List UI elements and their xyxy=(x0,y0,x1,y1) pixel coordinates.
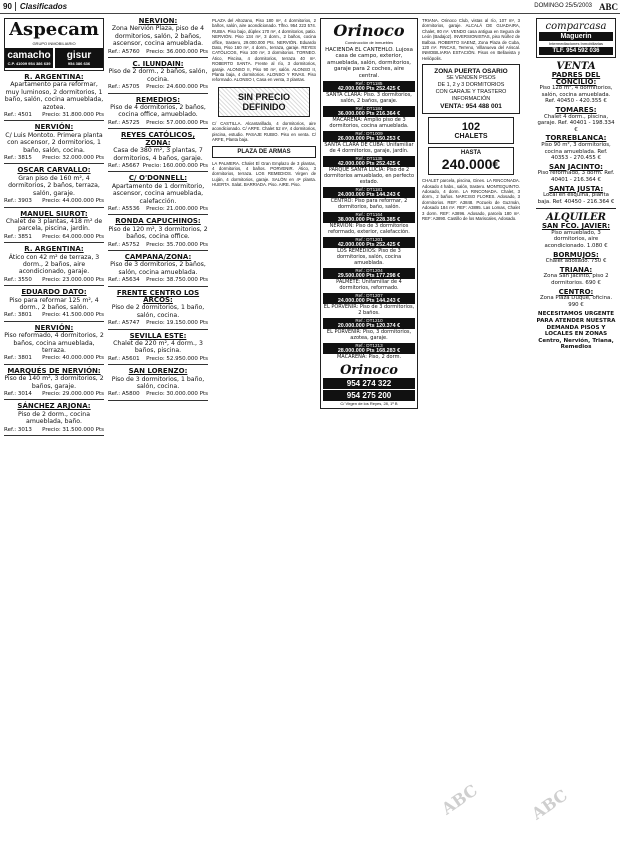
listing xyxy=(4,246,104,286)
chalets-box xyxy=(428,117,514,144)
listing xyxy=(108,97,208,130)
listing-ref-row xyxy=(4,391,104,400)
listing-title: FRENTE CENTRO LOS ARCOS: xyxy=(116,288,200,304)
brand-gisur: gisur xyxy=(66,50,92,61)
listing-title: OSCAR CARVALLO: xyxy=(17,166,91,175)
listing-title: CENTRO: xyxy=(558,287,594,296)
listing-price: Precio: 24.600.000 Pts xyxy=(146,84,208,91)
comparcasa-phone: TLF. 954 592 036 xyxy=(539,47,613,55)
listing-price: Precio: 19.150.000 Pts xyxy=(146,320,208,327)
listing-ref-row xyxy=(4,277,104,286)
listing-body: Piso para reformar 125 m², 4 dorm., 2 baños, salón. xyxy=(9,296,99,311)
listing-ref: Ref.: A5667 xyxy=(108,162,140,169)
listing-ref: Ref.: A5601 xyxy=(108,355,140,362)
aspecam-listings xyxy=(4,74,104,436)
issue-date: DOMINGO 25/5/2003 xyxy=(534,3,592,9)
watermark-2: ABC xyxy=(528,785,571,824)
listing-body: Piso 90 m², 3 dormitorios, cocina amueblada. Ref. 40353 - 270.455 € xyxy=(541,141,611,162)
heading-venta: VENTA xyxy=(556,61,596,72)
listing-body: Piso 128 m², 4 dormitorios, salón, cocina amueblada. Ref. 40450 - 420.355 € xyxy=(539,85,613,105)
hasta-box xyxy=(428,147,514,175)
listing-text: EL PORVENIR: Piso, 3 dormitorios, azotea, garaje. xyxy=(326,329,412,342)
listing xyxy=(4,325,104,365)
listing-ref-row xyxy=(4,427,104,436)
listing-price: Precio: 57.000.000 Pts xyxy=(146,119,208,126)
listing-title: SANTA JUSTA: xyxy=(548,184,604,193)
listing-body: Piso reformado, 4 dormitorios, 2 baños, cocina amueblada, terraza. xyxy=(4,332,104,354)
maguerin-sub: Intermediaciones Inmobiliarias xyxy=(548,41,604,46)
listing-price: Precio: 23.000.000 Pts xyxy=(42,276,104,283)
listing-ref: Ref.: 3801 xyxy=(4,355,32,362)
listing-text: MACARENA: Piso, 2 dorm. xyxy=(336,354,402,361)
listing-price: 26.000.000 Pts 150.253 € xyxy=(323,136,415,142)
listing-ref-row xyxy=(108,120,208,129)
plaza-armas-title: PLAZA DE ARMAS xyxy=(237,148,291,155)
listing-price: 24.000.000 Pts 144.243 € xyxy=(323,298,415,304)
orinoco-phone-b: 954 275 200 xyxy=(323,390,415,401)
listing xyxy=(108,18,208,58)
divider xyxy=(536,208,616,209)
listing-body: Chalet de 3 plantas, 418 m² de parcela, piscina, jardín. xyxy=(5,217,103,233)
listing-body: C/ Luis Montoto. Primera planta con ascensor, 2 dormitorios, 1 baño, salón, cocina. xyxy=(5,131,103,154)
listing-title: NERVIÓN: xyxy=(34,123,74,132)
listing-body: Piso de 3 dormitorios, 2 baños, salón, cocina amueblada. xyxy=(110,261,206,276)
hasta-price: 240.000€ xyxy=(441,156,501,173)
listing-ref: Ref.: DT1201 xyxy=(323,237,415,242)
listing-price: Precio: 52.950.000 Pts xyxy=(146,355,208,362)
plaza-armas-box xyxy=(212,146,316,158)
phone-camacho: C.P. 41009 954 386 639 xyxy=(7,61,51,66)
listing-ref: Ref.: 3801 xyxy=(4,312,32,319)
listing-text: NERVIÓN: Piso de 3 dormitorios reformado, exterior, calefacción. xyxy=(328,223,410,236)
listing-price: 38.000.000 Pts 228.385 € xyxy=(323,217,415,223)
listing-ref: Ref.: 3815 xyxy=(4,155,32,162)
osario-line: CON GARAJE Y TRASTERO xyxy=(435,89,507,96)
listing-price: Precio: 41.500.000 Pts xyxy=(42,312,104,319)
chalets-label: CHALETS xyxy=(454,133,488,141)
listing-price: Precio: 35.700.000 Pts xyxy=(146,241,208,248)
small-ads-bottom-2: CHALET parcela, piscina, Gines. LA RINCONADA. Adosado 4 habs., salón, trastero. MONTEQUINTO. Adosado, 4 dorm. LA RINCONADA. Chalet, 3 dorm., 2 baños. NARCISO FLORES. Adosado, 3 dormitorios. REF: A3848. Pozuelo de Guzmán, Adosado 184 m². REF: A3895. Las Lomas, Chalet 3 dorm. REF: A3896. Adosado, parcela 180 m². REF: A3890. Castillo de los Mariscales, Adosado. xyxy=(422,178,520,222)
listing-body: Chalet de 220 m², 4 dorm., 3 baños, piscina. xyxy=(113,340,203,355)
page-number: 90 xyxy=(0,2,16,11)
listing-price: Precio: 31.800.000 Pts xyxy=(42,112,104,119)
osario-line: INFORMACIÓN xyxy=(451,96,491,103)
listing-body: Gran piso de 160 m², 4 dormitorios, 2 baños, terraza, salón, garaje. xyxy=(8,174,100,197)
listing-text: EL PORVENIR: Piso de 3 dormitorios, 2 baños. xyxy=(323,304,415,317)
orinoco-footer-logo: Orinoco xyxy=(340,363,398,379)
heading-alquiler: ALQUILER xyxy=(546,212,606,224)
section-title: Clasificados xyxy=(19,2,68,11)
column-small-ads-2 xyxy=(422,18,520,222)
listing-title: C/ O'DONNELL: xyxy=(128,174,188,183)
listing-text: SANTA CLARA DE CUBA: Unifamiliar de 4 dormitorios, garaje, jardín. xyxy=(324,142,414,155)
listing-price: 20.000.000 Pts 120.374 € xyxy=(323,323,415,329)
listing-text: LOS REMEDIOS: Piso de 3 dormitorios, salón, cocina amueblada. xyxy=(336,248,402,267)
listing-price: Precio: 64.000.000 Pts xyxy=(42,233,104,240)
listing-price: 28.000.000 Pts 168.283 € xyxy=(323,348,415,354)
listing-ref: Ref.: DT1204 xyxy=(323,268,415,273)
listing-price: Precio: 29.000.000 Pts xyxy=(42,391,104,398)
orinoco-logo: Orinoco xyxy=(333,21,405,40)
listing-text: CENTRO: Piso para reformar, 2 dormitorios, baño, salón. xyxy=(330,198,408,211)
listing-title: C. ILUNDAIN: xyxy=(132,60,184,69)
orinoco-listings xyxy=(323,81,415,360)
listing-body: Local en esquina, planta baja. Ref. 40450 - 216.364 € xyxy=(537,192,615,205)
listing-ref-row xyxy=(108,49,208,58)
listing-text: PARQUE SANTA LUCÍA: Piso de 2 dormitorios amueblado, en perfecto estado. xyxy=(323,167,415,186)
listing-body: Piso de 3 dormitorios, 1 baño, salón, cocina. xyxy=(111,375,205,391)
listing-price: 42.000.000 Pts 252.425 € xyxy=(323,242,415,248)
listing-body: Piso reformado, 3 dorm. Ref. 40401 - 216.364 € xyxy=(537,170,615,183)
listing-body: Piso de 2 dormitorios, 1 baño, salón, cocina. xyxy=(111,304,205,319)
orinoco-ad xyxy=(320,18,418,409)
listing-ref-row xyxy=(108,242,208,251)
listing xyxy=(108,132,208,172)
listing-price: 42.000.000 Pts 252.425 € xyxy=(323,161,415,167)
listing-ref-row xyxy=(4,355,104,364)
aspecam-sub: GRUPO INMOBILIARIO xyxy=(32,41,76,46)
column-gisur-listings xyxy=(108,18,208,404)
listing-body: Chalet adosado. 750 € xyxy=(545,258,607,265)
listing xyxy=(108,290,208,330)
listing-ref: Ref.: DT1135 xyxy=(323,156,415,161)
listing-body: Zona Nervión Plaza, piso de 4 dormitorios, salón, 2 baños, ascensor, cocina amueblada. xyxy=(111,25,205,48)
listing-price: 42.000.000 Pts 252.425 € xyxy=(323,86,415,92)
listing-title: PADRES DEL CONCILIO: xyxy=(551,71,601,86)
listing-body: Casa de 380 m², 3 plantas, 7 dormitorios, 4 baños, garaje. xyxy=(113,147,203,162)
listing-body: Piso de 120 m², 3 dormitorios, 2 baños, cocina office. xyxy=(108,225,208,241)
listing-title: R. ARGENTINA: xyxy=(24,73,84,81)
column-comparcasa xyxy=(536,18,616,351)
orinoco-tagline: Construcción de inmuebles xyxy=(344,40,394,45)
listing-ref-row xyxy=(108,84,208,93)
listing-body: Apartamento de 1 dormitorio, ascensor, cocina amueblada, calefacción. xyxy=(111,182,205,205)
small-ads-mid: C/ CASTILLA. Alcantarillado, 4 dormitorios, aire acondicionado. C/ ARFE. Chalet 52 m², 4 dormitorios, piscina, estudio. PASAJE RUBIO. Piso en venta. C/ ARFE, Planta baja. xyxy=(212,120,316,143)
listing-price: 24.000.000 Pts 144.243 € xyxy=(323,192,415,198)
orinoco-intro: HACIENDA EL CANTEHLO. Lujosa casa de campo, exterior, amueblada, salón, dormitorios, garaje para 2 coches, aire central. xyxy=(325,47,413,79)
maguerin-logo: Maguerin xyxy=(539,32,613,41)
listing-ref: Ref.: DT1181 xyxy=(323,187,415,192)
listing-ref: Ref.: DT1213 xyxy=(323,343,415,348)
listing xyxy=(108,218,208,251)
listing-ref: Ref.: A5634 xyxy=(108,277,140,284)
listing xyxy=(108,175,208,215)
column-orinoco xyxy=(320,18,418,412)
listing-body: Zona Plaza Duque, oficina. 990 € xyxy=(539,295,613,308)
listing-price: 29.500.000 Pts 177.298 € xyxy=(323,273,415,279)
orinoco-address: C/ Virgen de los Reyes, 28, 1º B xyxy=(340,401,398,407)
sin-precio-box xyxy=(218,87,310,117)
listing-title: R. ARGENTINA: xyxy=(24,245,84,254)
newspaper-logo: ABC xyxy=(598,2,618,12)
listing-title: BORMUJOS: xyxy=(553,250,599,259)
listing-title: SAN LORENZO: xyxy=(128,367,188,376)
listing-ref: Ref.: DT1185 xyxy=(323,81,415,86)
page-header xyxy=(0,0,620,14)
listing-ref-row xyxy=(108,163,208,172)
column-small-ads-1 xyxy=(212,18,316,188)
listing-title: RONDA CAPUCHINOS: xyxy=(115,217,201,226)
listing-title: REYES CATÓLICOS, ZONA: xyxy=(120,131,196,147)
sin-precio-title: SIN PRECIO DEFINIDO xyxy=(237,91,290,112)
listing-ref: Ref.: A5705 xyxy=(108,84,140,91)
venta-listings xyxy=(536,72,616,205)
phone-gisur: 954 386 636 xyxy=(67,61,91,66)
listing-title: NERVIÓN: xyxy=(34,323,74,332)
listing-ref: Ref.: DT1184 xyxy=(323,106,415,111)
listing-title: EDUARDO DATO: xyxy=(21,288,87,297)
small-ads-bottom: LA PALMERA. Chalet El Gran Emplazo de 3 plantas, 4 dormitorios, 4 baños. PORVENIR. Ático, 3 dormitorios, terraza. LOS REMEDIOS. Virgen de Luján, 4 dormitorios, garaje. SALÓN en 4ª planta. HUERTA. Salat. BARRIADA. Piso. AIRE. Piso. xyxy=(212,160,316,188)
listing-body: Piso de 2 dorm., cocina amueblada, baño. xyxy=(18,410,90,426)
listing xyxy=(4,167,104,207)
listing-ref-row xyxy=(108,277,208,286)
listing-text: SANTA CLARA: Piso. 3 dormitorios, salón, 2 baños, garaje. xyxy=(326,92,412,105)
listing-title: SAN JACINTO: xyxy=(549,162,603,171)
listing-title: MANUEL SIUROT: xyxy=(20,209,88,218)
listing-price: Precio: 32.000.000 Pts xyxy=(42,155,104,162)
listing-body: Zona San Jacinto, piso 2 dormitorios. 690 € xyxy=(543,273,609,287)
listing-title: TRIANA: xyxy=(559,265,593,274)
listing-body: Piso de 140 m², 3 dormitorios, 2 baños, garaje. xyxy=(4,375,104,390)
listing xyxy=(4,403,104,436)
osario-line: ZONA PUERTA OSARIO xyxy=(434,68,508,76)
aspecam-logo: Aspecam xyxy=(9,19,99,40)
listing-ref: Ref.: DT1207 xyxy=(323,293,415,298)
listing-title: REMEDIOS: xyxy=(135,95,181,104)
listing-ref: Ref.: A5747 xyxy=(108,320,140,327)
listing-price: Precio: 21.000.000 Pts xyxy=(146,205,208,212)
listing-ref: Ref.: 3851 xyxy=(4,233,32,240)
listing-body: Chalet 4 dorm., piscina, garaje. Ref. 40401 - 198.334 € xyxy=(537,113,615,133)
hasta-label: HASTA xyxy=(460,150,482,157)
listing xyxy=(4,124,104,164)
listing-ref-row xyxy=(108,320,208,329)
necesitamos-note: NECESITAMOS URGENTE PARA ATENDER NUESTRA DEMANDA PISOS Y LOCALES EN ZONAS Centro, Nervión, Triana, Remedios xyxy=(536,311,616,351)
listing-ref: Ref.: DT1009 xyxy=(323,131,415,136)
listing-ref: Ref.: 4501 xyxy=(4,112,32,119)
listing xyxy=(108,368,208,401)
osario-line: VENTA: 954 488 001 xyxy=(440,103,502,111)
listing-ref: Ref.: 3013 xyxy=(4,426,32,433)
listing-title: TORREBLANCA: xyxy=(545,134,607,143)
listing-ref-row xyxy=(108,206,208,215)
listing-ref: Ref.: 3550 xyxy=(4,276,32,283)
listing-title: NERVIÓN: xyxy=(138,18,178,25)
listing-body: Piso de 4 dormitorios, 2 baños, cocina office, amueblado. xyxy=(110,104,206,119)
listing-body: Piso de 2 dorm., 2 baños, salón, cocina. xyxy=(108,68,208,83)
listing-ref: Ref.: A5760 xyxy=(108,48,140,55)
brand-camacho: camacho xyxy=(7,50,51,61)
listing-ref-row xyxy=(4,155,104,164)
listing-body: Piso amueblado, 3 dormitorios, aire acondicionado. 1.080 € xyxy=(544,229,608,250)
listing-price: Precio: 38.750.000 Pts xyxy=(146,277,208,284)
small-ads-top-2: TRIANA. Orinoco Club, vistas al río, 107 m², 3 dormitorios, garaje. ALCALÁ DE GUADAIRA, Chalet, 80 m². VENDO casa antigua en Segura de León (Badajoz). INVERSIONISTAS, piso Núñez de Balboa. ROBERTO SAENZ, Zona Plaza de Cuba, 120 m². FINCAS, Terreno, Villanueva del Ariscal. INMOBILIARIA ESTACIÓN. Pisos en Bellavista y Heliópolis. xyxy=(422,18,520,61)
listing-ref-row xyxy=(4,234,104,243)
watermark: ABC xyxy=(438,780,481,819)
listing-price: Precio: 31.500.000 Pts xyxy=(42,426,104,433)
listing-body: Apartamento para reformar, muy luminoso, 2 dormitorios, 1 baño, salón, cocina amueblada, azotea. xyxy=(4,81,104,111)
aspecam-header xyxy=(4,18,104,71)
listing xyxy=(4,211,104,244)
listing-ref: Ref.: A5725 xyxy=(108,119,140,126)
listing-title: MARQUÉS DE NERVIÓN: xyxy=(7,366,101,375)
small-ads-top: PLAZA del Altozano, Piso 180 m², 4 dormitorios, 2 baños, salón, aire acondicionado. Tlfno. 954 223 574. RUBIA. Piso bajo, dúplex 170 m², 4 dormitorios, patio. NERVIÓN. Piso 134 m², 3 dorm., 2 baños, cocina office, trastero, 29.000.000 Pts. NERVIÓN. Eduardo Dato, Piso 160 m², 4 dorm., terraza, garaje. REYES CATÓLICOS, Piso 100 m², 3 dormitorios. TORNEO. Ático, Piscina, 4 dormitorios, terraza 40 m². ROBERTO SANTA. Frente al río, 3 dormitorios, garaje. ALONSO II, Piso 90 m², salón. ALONSO II, Planta baja, 4 dormitorios. ALONSO Y RIVAS. Piso reformado. ALONSO I, Casa en venta, 3 plantas. xyxy=(212,18,316,83)
listing-ref: Ref.: A5536 xyxy=(108,205,140,212)
listing-title: TOMARES: xyxy=(555,105,597,114)
listing-title: SÁNCHEZ ARJONA: xyxy=(17,402,91,411)
osario-line: DE 1, 2 y 3 DORMITORIOS xyxy=(437,82,505,89)
osario-line: SE VENDEN PISOS xyxy=(446,75,496,82)
listing-price: Precio: 30.000.000 Pts xyxy=(146,391,208,398)
listing xyxy=(108,333,208,366)
listing-price: Precio: 44.000.000 Pts xyxy=(42,198,104,205)
listing-price: Precio: 36.000.000 Pts xyxy=(146,48,208,55)
listing-ref: Ref.: DT1164 xyxy=(323,212,415,217)
column-aspecam xyxy=(4,18,104,439)
orinoco-phone-a: 954 274 322 xyxy=(323,378,415,389)
listing-body: Ático con 42 m² de terraza, 3 dorm., 2 baños, aire acondicionado, garaje. xyxy=(8,253,100,276)
listing-ref-row xyxy=(108,391,208,400)
listing-ref-row xyxy=(4,198,104,207)
puerta-osario-box xyxy=(422,64,520,114)
listing-ref-row xyxy=(108,356,208,365)
listing-ref: Ref.: 3903 xyxy=(4,198,32,205)
listing xyxy=(108,254,208,287)
listing-ref: Ref.: 3014 xyxy=(4,391,32,398)
listing-ref: Ref.: DT1210 xyxy=(323,318,415,323)
aspecam-brands xyxy=(5,48,103,68)
listing xyxy=(4,74,104,121)
chalets-count: 102 xyxy=(461,121,481,134)
listing-ref-row xyxy=(4,112,104,121)
listing xyxy=(4,368,104,401)
listing-price: Precio: 40.000.000 Pts xyxy=(42,355,104,362)
listing-ref-row xyxy=(4,312,104,321)
listing-text: PALMETE: Unifamiliar de 4 dormitorios, reformado. xyxy=(336,279,402,292)
listing-ref: Ref.: A5800 xyxy=(108,391,140,398)
listing-ref: Ref.: A5752 xyxy=(108,241,140,248)
listing xyxy=(108,61,208,94)
listing-price: Precio: 160.000.000 Pts xyxy=(142,162,208,169)
listing-text: MACARENA: Amplio piso de 3 dormitorios, cocina amueblada. xyxy=(329,117,409,130)
listing-price: 36.000.000 Pts 216.364 € xyxy=(323,111,415,117)
gisur-listings xyxy=(108,18,208,401)
listing-title: SAN FCO. JAVIER: xyxy=(541,222,611,231)
comparcasa-logo: comparcasa xyxy=(545,21,607,32)
listing-title: CAMPANA/ZONA: xyxy=(124,252,192,261)
listing xyxy=(4,289,104,322)
alquiler-listings xyxy=(536,223,616,308)
listing-title: SEVILLA ESTE: xyxy=(129,331,187,340)
comparcasa-header xyxy=(536,18,616,58)
